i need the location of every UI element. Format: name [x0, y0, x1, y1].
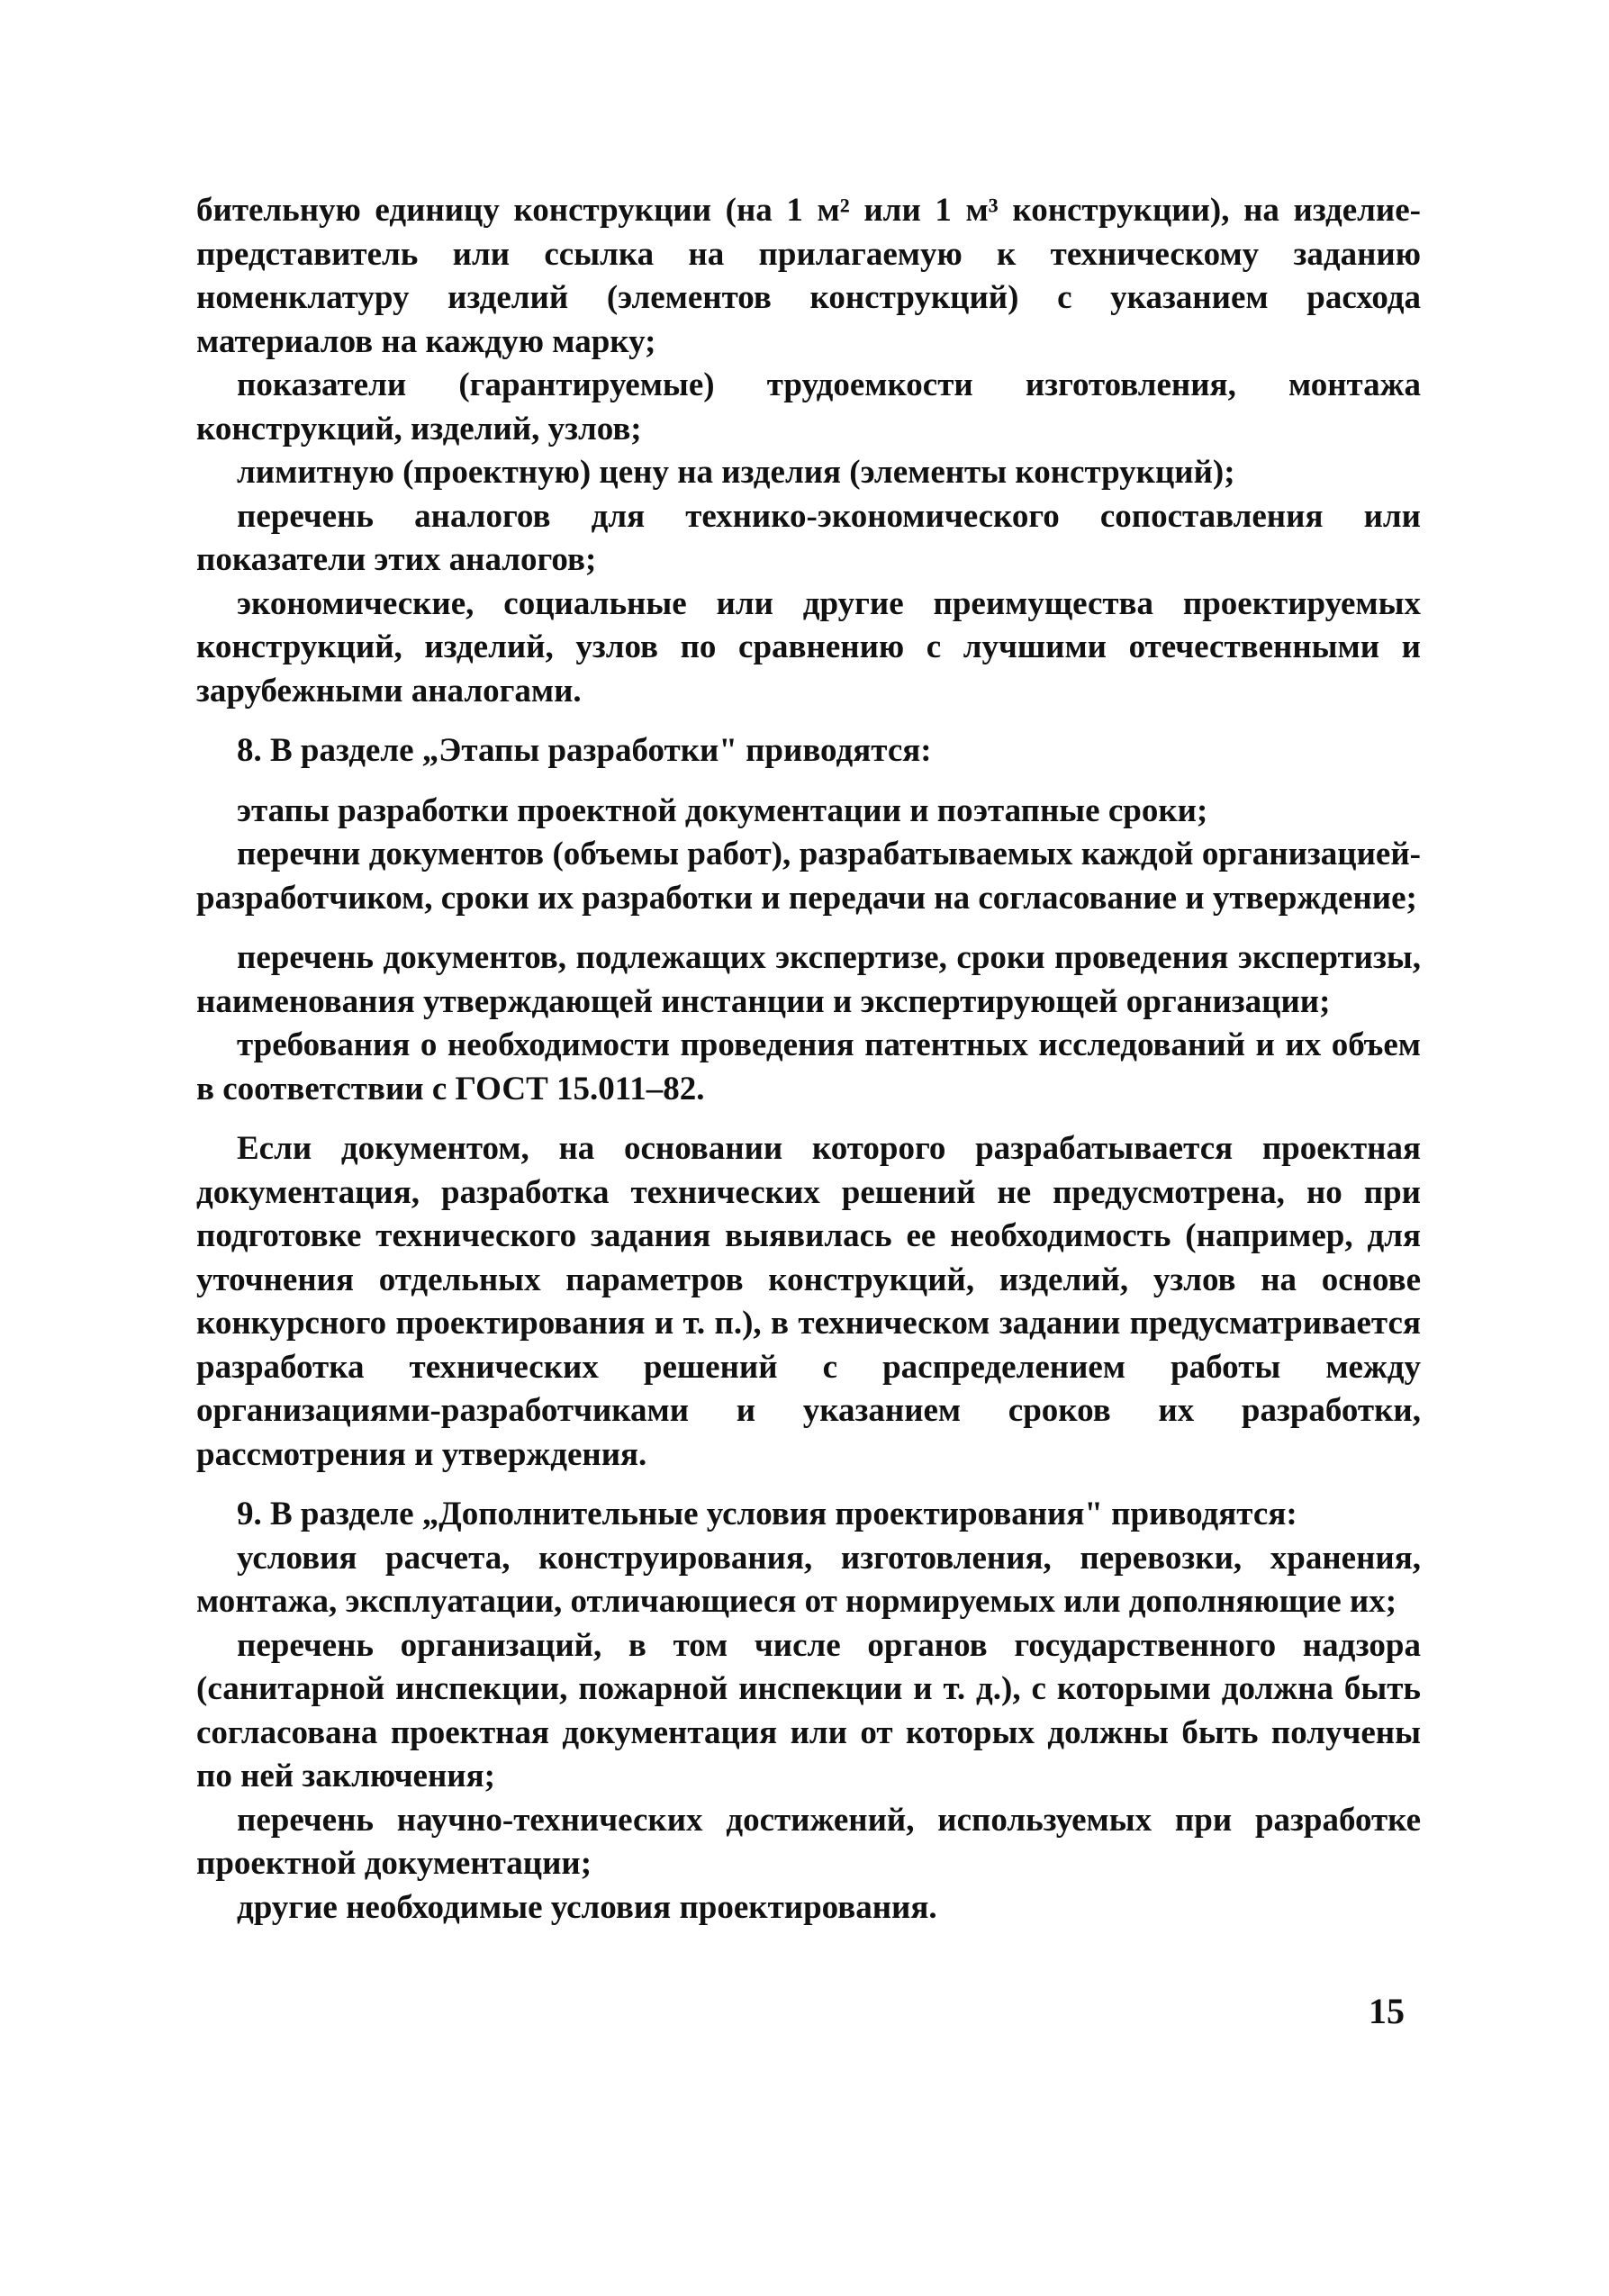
paragraph-expertise: перечень документов, подлежащих экспертизе, сроки проведения экспертизы, наименования утверждающей инстанции и экспертирующей организации;: [196, 939, 1421, 1020]
paragraph-analogs-list: перечень аналогов для технико-экономического сопоставления или показатели этих аналогов;: [196, 497, 1421, 578]
paragraph-labor-indicators: показатели (гарантируемые) трудоемкости изготовления, монтажа конструкций, изделий, узлов;: [196, 366, 1421, 447]
paragraph-design-conditions: условия расчета, конструирования, изготовления, перевозки, хранения, монтажа, эксплуатации, отличающиеся от нормируемых или дополняющие их;: [196, 1539, 1421, 1620]
page-body: [196, 189, 1421, 1930]
paragraph-continuation: бительную единицу конструкции (на 1 м² или 1 м³ конструкции), на изделие-представитель или ссылка на прилагаемую к техническому заданию номенклатуру изделий (элементов конструкций) с указанием расхода материалов на каждую марку;: [196, 192, 1421, 360]
paragraph-technical-solutions: Если документом, на основании которого разрабатывается проектная документация, разработка технических решений не предусмотрена, но при подготовке технического задания выявилась ее необходимость (например, для уточнения отдельных параметров конструкций, изделий, узлов на основе конкурсного проектирования и т. п.), в техническом задании предусматривается разработка технических решений с распределением работы между организациями-разработчиками и указанием сроков их разработки, рассмотрения и утверждения.: [196, 1130, 1421, 1473]
page-number: 15: [1369, 1991, 1405, 2031]
paragraph-patent-research: требования о необходимости проведения патентных исследований и их объем в соответствии с ГОСТ 15.011–82.: [196, 1026, 1421, 1107]
paragraph-advantages: экономические, социальные или другие преимущества проектируемых конструкций, изделий, узлов по сравнению с лучшими отечественными и зарубежными аналогами.: [196, 584, 1421, 710]
paragraph-document-lists: перечни документов (объемы работ), разрабатываемых каждой организацией-разработчиком, сроки их разработки и передачи на согласование и утверждение;: [196, 836, 1421, 917]
paragraph-scientific-achievements: перечень научно-технических достижений, используемых при разработке проектной документации;: [196, 1801, 1421, 1882]
section-9-heading: 9. В разделе „Дополнительные условия проектирования" приводятся:: [237, 1496, 1297, 1532]
paragraph-price-limit: лимитную (проектную) цену на изделия (элементы конструкций);: [237, 454, 1235, 491]
paragraph-stages: этапы разработки проектной документации и поэтапные сроки;: [237, 791, 1208, 829]
paragraph-other-conditions: другие необходимые условия проектирования.: [237, 1888, 937, 1926]
paragraph-approving-organizations: перечень организаций, в том числе органов государственного надзора (санитарной инспекции, пожарной инспекции и т. д.), с которыми должна быть согласована проектная документация или от которых должны быть получены по ней заключения;: [196, 1626, 1421, 1794]
section-8-heading: 8. В разделе „Этапы разработки" приводятся:: [237, 732, 932, 769]
